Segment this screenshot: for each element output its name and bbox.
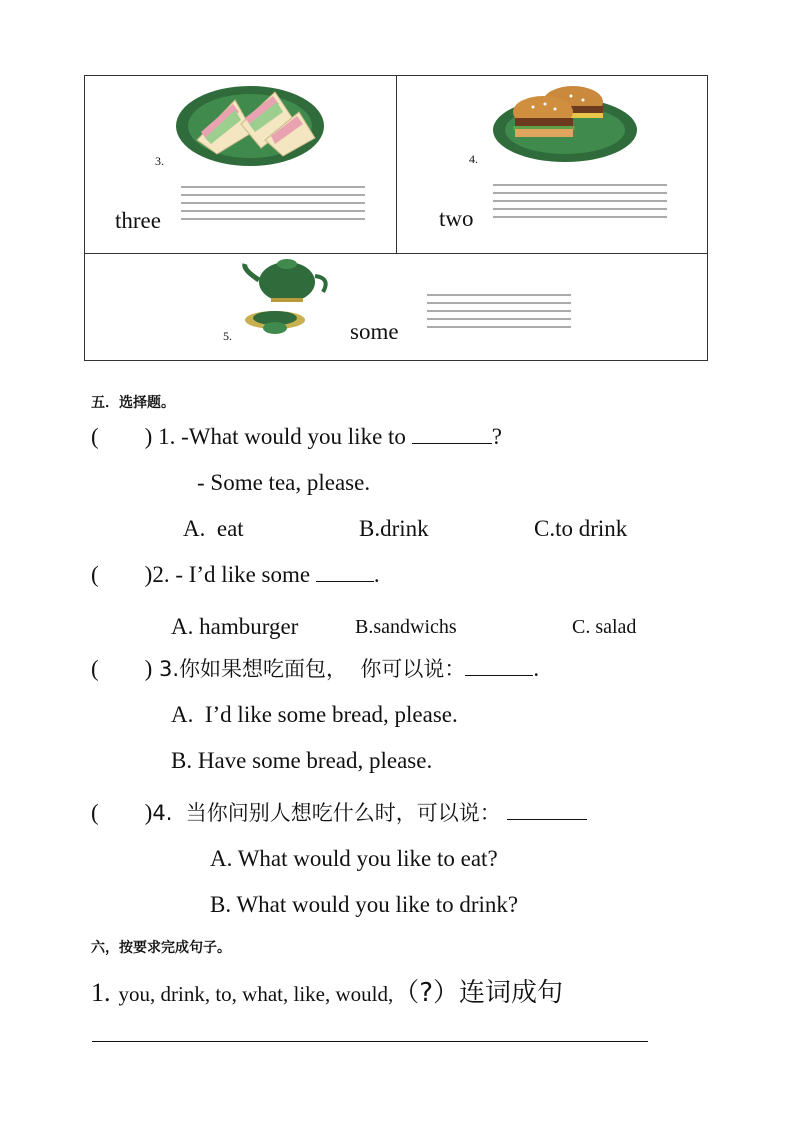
s6-q1-line xyxy=(91,972,563,1009)
q1-blank[interactable] xyxy=(412,425,492,444)
item-number-4: 4. xyxy=(469,152,478,166)
q1-line xyxy=(91,424,502,450)
writing-lines-3 xyxy=(181,186,365,226)
s6-q1-number: 1. xyxy=(91,978,111,1007)
sandwich-plate-image xyxy=(175,82,325,168)
item-number-5: 5. xyxy=(223,329,232,343)
q1-option-c: C.to drink xyxy=(534,516,628,541)
q4-blank[interactable] xyxy=(507,801,587,820)
q2-question: 2. - I’d like some xyxy=(152,562,316,587)
q3-option-b: B. Have some bread, please. xyxy=(171,748,433,773)
teapot-cup-image xyxy=(241,252,335,338)
grid-cell-4 xyxy=(397,76,708,254)
q2-option-a: A. hamburger xyxy=(171,614,299,639)
q2-line xyxy=(91,562,380,588)
writing-lines-5 xyxy=(427,294,571,334)
q2-blank[interactable] xyxy=(316,563,374,582)
q3-blank[interactable] xyxy=(465,657,533,676)
item-number-3: 3. xyxy=(155,154,164,168)
q4-option-b: B. What would you like to drink? xyxy=(210,892,519,917)
grid-cell-3 xyxy=(85,76,397,254)
q3-question-end: . xyxy=(533,656,540,681)
q1-reply: - Some tea, please. xyxy=(197,470,371,495)
s6-q1-words: you, drink, to, what, like, would, xyxy=(118,982,394,1006)
section5-heading: 五．选择题。 xyxy=(91,395,175,411)
q1-option-b: B.drink xyxy=(359,516,429,541)
q1-question-end: ? xyxy=(491,424,502,449)
picture-grid xyxy=(84,75,708,361)
q4-option-a: A. What would you like to eat? xyxy=(210,846,498,871)
item-word-three: three xyxy=(115,208,161,233)
q2-answer-bracket[interactable]: ( ) xyxy=(91,562,153,587)
q4-question: 4. 当你问别人想吃什么时，可以说： xyxy=(152,801,501,825)
q4-line xyxy=(91,797,587,827)
q3-line xyxy=(91,653,539,683)
q3-option-a: A. I’d like some bread, please. xyxy=(171,702,458,727)
section6-heading: 六，按要求完成句子。 xyxy=(91,940,231,956)
q2-option-c: C. salad xyxy=(572,616,637,638)
hamburger-plate-image xyxy=(491,80,641,164)
q2-option-b: B.sandwichs xyxy=(355,616,457,638)
q1-question: 1. -What would you like to xyxy=(158,424,412,449)
q1-option-a: A. eat xyxy=(183,516,244,541)
answer-line[interactable] xyxy=(92,1041,648,1042)
writing-lines-4 xyxy=(493,184,667,224)
q4-answer-bracket[interactable]: ( ) xyxy=(91,800,153,825)
q3-question: 3.你如果想吃面包， 你可以说： xyxy=(152,657,466,681)
item-word-some: some xyxy=(350,319,399,344)
q3-answer-bracket[interactable]: ( ) xyxy=(91,656,153,681)
grid-cell-5 xyxy=(85,254,707,360)
q1-answer-bracket[interactable]: ( ) xyxy=(91,424,153,449)
s6-q1-instruction: （?）连词成句 xyxy=(393,978,564,1008)
item-word-two: two xyxy=(439,206,474,231)
q2-question-end: . xyxy=(373,562,380,587)
